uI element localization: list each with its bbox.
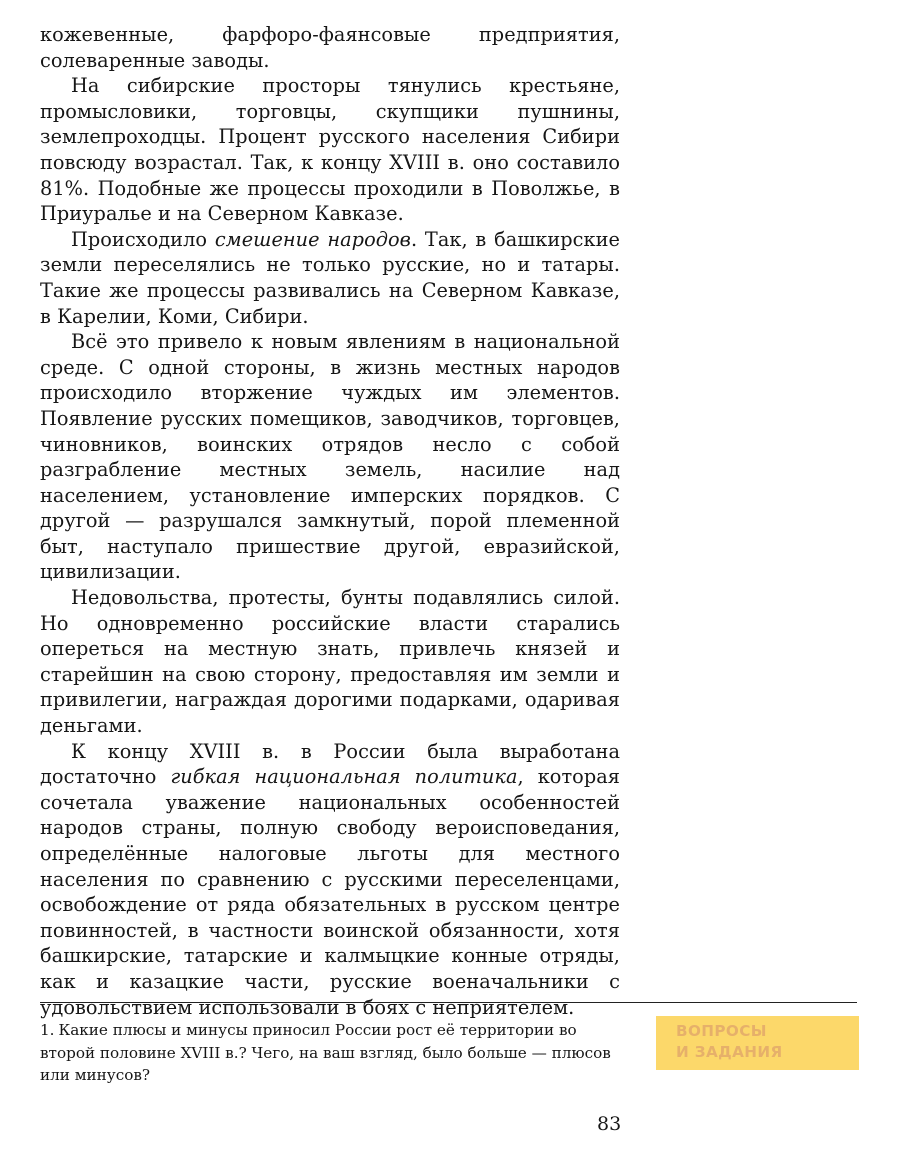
question-1-text: Какие плюсы и минусы приносил России рост её территории во второй половине XVIII в.? Чего, на ваш взгляд, было больше — плюсов или минусов?: [40, 1021, 611, 1084]
question-1-number: 1.: [40, 1021, 55, 1039]
main-text: [40, 22, 620, 1020]
paragraph-2: [40, 73, 620, 227]
paragraph-6-text-end: , которая сочетала уважение национальных особенностей народов страны, полную свободу вероисповедания, определённые налоговые льготы для местного населения по сравнению с русскими переселенцами, освобождение от ряда обязательных в русском центре повинностей, в частности воинской обязанности, хотя башкирские, татарские и калмыцкие конные отряды, как и казацкие части, русские военачальники с удовольствием использовали в боях с неприятелем.: [40, 765, 620, 1019]
paragraph-5-text: Недовольства, протесты, бунты подавлялись силой. Но одновременно российские власти старались опереться на местную знать, привлечь князей и старейшин на свою сторону, предоставляя им земли и привилегии, награждая дорогими подарками, одаривая деньгами.: [40, 586, 620, 738]
paragraph-3: [40, 227, 620, 329]
paragraph-5: [40, 585, 620, 739]
questions-label-line-1: ВОПРОСЫ: [676, 1022, 767, 1040]
questions-label-line-2: И ЗАДАНИЯ: [676, 1043, 783, 1061]
term-flexible-national-policy: гибкая национальная политика: [170, 765, 518, 789]
questions-label: [676, 1021, 783, 1063]
paragraph-3-text-end: . Так, в башкирские земли переселялись не только русские, но и татары. Такие же процессы развивались на Северном Кавказе, в Карелии, Коми, Сибири.: [40, 227, 620, 328]
paragraph-3-text-start: Происходило: [71, 227, 215, 251]
page-number: 83: [597, 1113, 622, 1135]
paragraph-4: [40, 329, 620, 585]
questions-label-box: [656, 1016, 859, 1070]
paragraph-1-text: кожевенные, фарфоро-фаянсовые предприятия, солеваренные заводы.: [40, 23, 620, 72]
paragraph-6-text-start: К концу XVIII в. в России была выработана достаточно: [40, 739, 620, 789]
paragraph-4-text: Всё это привело к новым явлениям в национальной среде. С одной стороны, в жизнь местных народов происходило вторжение чуждых им элементов. Появление русских помещиков, заводчиков, торговцев, чиновников, воинских отрядов несло с собой разграбление местных земель, насилие над населением, установление имперских порядков. С другой — разрушался замкнутый, порой племенной быт, наступало пришествие другой, евразийской, цивилизации.: [40, 330, 620, 584]
question-1: [40, 1019, 630, 1087]
term-mixing-of-peoples: смешение народов: [214, 227, 411, 251]
paragraph-1: [40, 22, 620, 73]
section-divider: [40, 1002, 857, 1003]
paragraph-6: [40, 739, 620, 1021]
paragraph-2-text: На сибирские просторы тянулись крестьяне, промысловики, торговцы, скупщики пушнины, землепроходцы. Процент русского населения Сибири повсюду возрастал. Так, к концу XVIII в. оно составило 81%. Подобные же процессы проходили в Поволжье, в Приуралье и на Северном Кавказе.: [40, 74, 620, 226]
